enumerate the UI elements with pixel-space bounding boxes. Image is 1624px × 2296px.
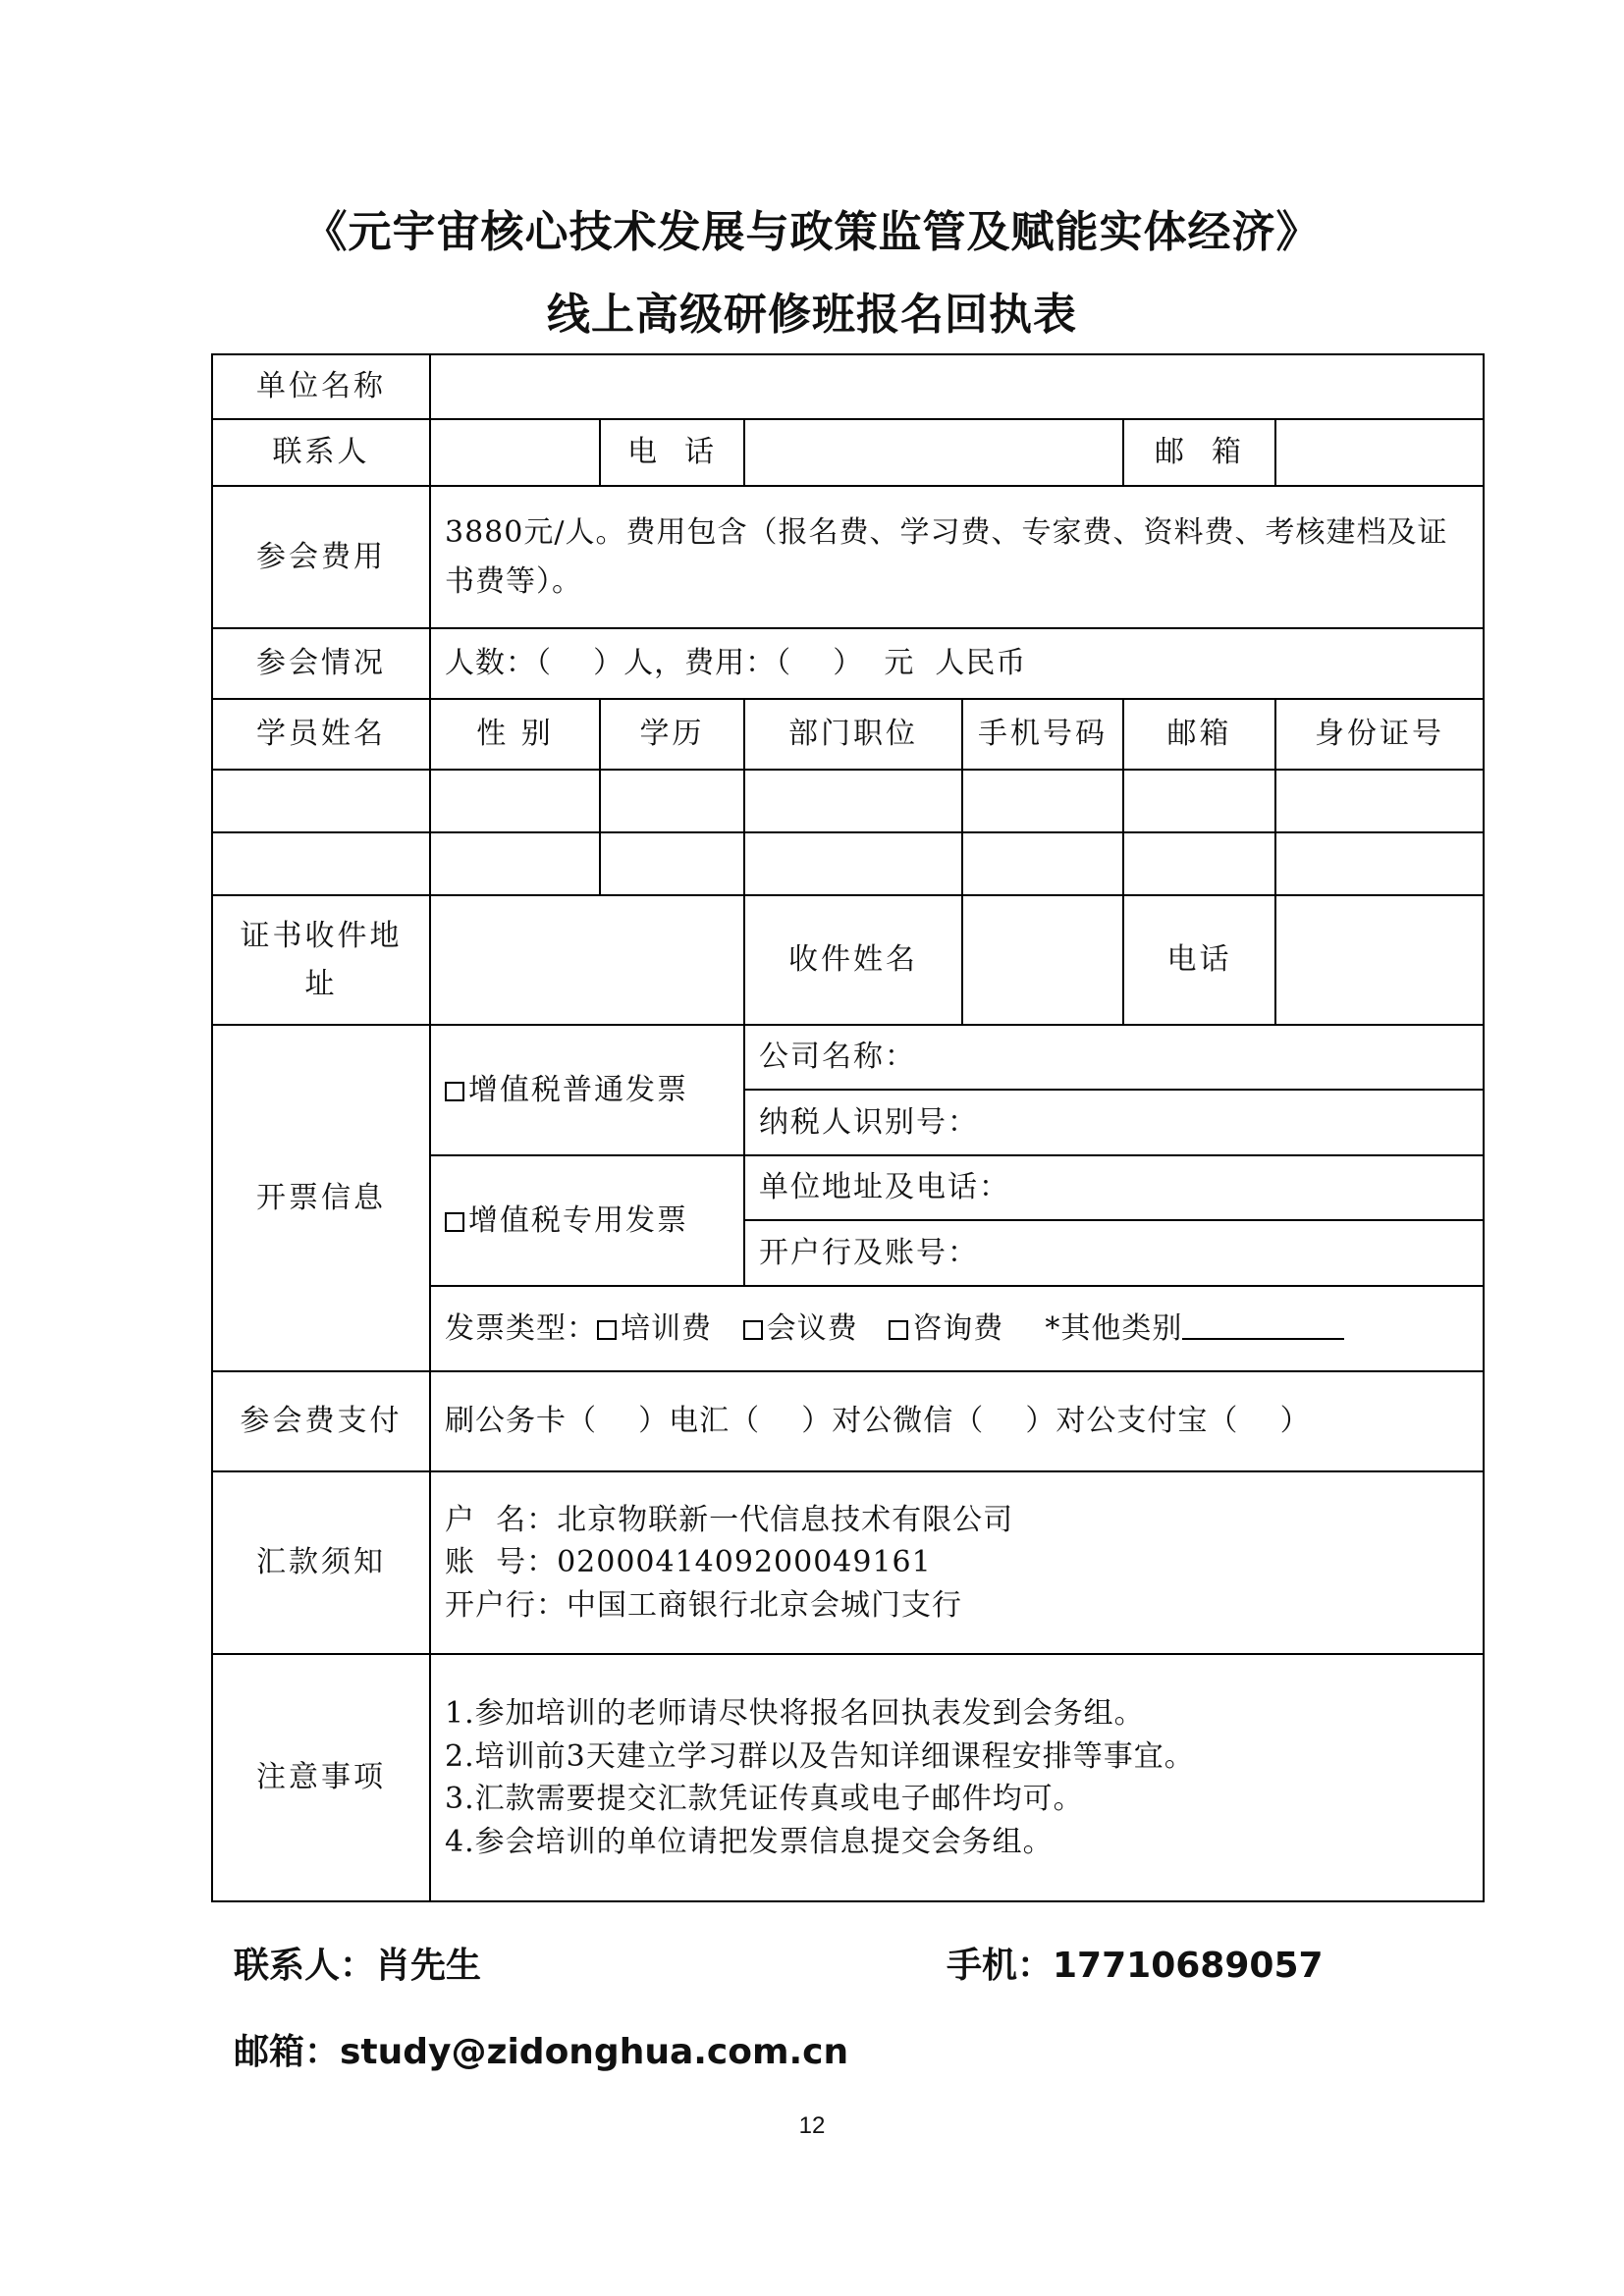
student-header: 部门职位 <box>744 699 962 770</box>
student-cell[interactable] <box>212 770 430 832</box>
student-row <box>212 770 1484 832</box>
footer-email[interactable]: 邮箱：study@zidonghua.com.cn <box>234 2032 849 2072</box>
tax-id-field[interactable]: 纳税人识别号： <box>759 1104 979 1140</box>
student-cell[interactable] <box>1275 770 1484 832</box>
student-cell[interactable] <box>962 832 1123 895</box>
phone-label: 电 话 <box>600 419 744 486</box>
student-cell[interactable] <box>744 770 962 832</box>
student-header: 手机号码 <box>962 699 1123 770</box>
fee-text: 3880元/人。费用包含（报名费、学习费、专家费、资料费、考核建档及证书费等）。 <box>430 486 1484 628</box>
document-title-line1: 《元宇宙核心技术发展与政策监管及赋能实体经济》 <box>303 207 1321 257</box>
payment-text[interactable]: 刷公务卡（ ）电汇（ ）对公微信（ ）对公支付宝（ ） <box>430 1371 1484 1471</box>
student-cell[interactable] <box>600 832 744 895</box>
student-header: 性 别 <box>430 699 600 770</box>
invoice-special-label: 增值税专用发票 <box>468 1202 688 1238</box>
contact-label: 联系人 <box>212 419 430 486</box>
invoice-type-other: *其他类别 <box>1045 1310 1183 1346</box>
remit-line: 账 号：0200041409200049161 <box>445 1545 932 1580</box>
payment-label: 参会费支付 <box>212 1371 430 1471</box>
student-header: 身份证号 <box>1275 699 1484 770</box>
student-row <box>212 832 1484 895</box>
checkbox-icon[interactable] <box>445 1212 464 1232</box>
footer-contact: 联系人：肖先生 <box>234 1946 482 1986</box>
recipient-phone-label: 电话 <box>1123 895 1275 1025</box>
invoice-type-training: 培训费 <box>621 1310 712 1346</box>
remit-info <box>430 1471 1484 1654</box>
recipient-name-field[interactable] <box>962 895 1123 1025</box>
remit-label: 汇款须知 <box>212 1471 430 1654</box>
student-header: 学员姓名 <box>212 699 430 770</box>
checkbox-icon[interactable] <box>445 1082 464 1101</box>
invoice-special-option[interactable] <box>430 1155 744 1286</box>
student-cell[interactable] <box>430 832 600 895</box>
phone-field[interactable] <box>744 419 1123 486</box>
fee-label: 参会费用 <box>212 486 430 628</box>
address-phone-field[interactable]: 单位地址及电话： <box>745 1156 1483 1220</box>
invoice-special-fields <box>744 1155 1484 1286</box>
notes-label: 注意事项 <box>212 1654 430 1901</box>
student-cell[interactable] <box>744 832 962 895</box>
attendance-text[interactable]: 人数：（ ）人，费用：（ ） 元 人民币 <box>430 628 1484 699</box>
cert-address-field[interactable] <box>430 895 744 1025</box>
email-label: 邮 箱 <box>1123 419 1275 486</box>
unit-name-field[interactable] <box>430 354 1484 419</box>
invoice-normal-fields <box>744 1025 1484 1155</box>
email-field[interactable] <box>1275 419 1484 486</box>
document-title-line2: 线上高级研修班报名回执表 <box>547 290 1077 340</box>
remit-line: 开户行：中国工商银行北京会城门支行 <box>445 1587 962 1623</box>
note-line: 3.汇款需要提交汇款凭证传真或电子邮件均可。 <box>445 1782 1084 1816</box>
student-cell[interactable] <box>1123 832 1275 895</box>
recipient-phone-field[interactable] <box>1275 895 1484 1025</box>
cert-address-label: 证书收件地址 <box>212 895 430 1025</box>
student-cell[interactable] <box>600 770 744 832</box>
invoice-type-meeting: 会议费 <box>766 1310 858 1346</box>
student-header: 学历 <box>600 699 744 770</box>
contact-field[interactable] <box>430 419 600 486</box>
checkbox-icon[interactable] <box>597 1320 617 1340</box>
checkbox-icon[interactable] <box>889 1320 908 1340</box>
student-cell[interactable] <box>962 770 1123 832</box>
note-line: 4.参会培训的单位请把发票信息提交会务组。 <box>445 1824 1054 1859</box>
unit-name-label: 单位名称 <box>212 354 430 419</box>
invoice-normal-option[interactable] <box>430 1025 744 1155</box>
bank-account-field[interactable]: 开户行及账号： <box>759 1235 979 1270</box>
student-cell[interactable] <box>430 770 600 832</box>
student-cell[interactable] <box>212 832 430 895</box>
registration-form-table <box>211 353 1485 1902</box>
invoice-type-prefix: 发票类型： <box>445 1310 597 1346</box>
student-cell[interactable] <box>1275 832 1484 895</box>
student-header-row <box>212 699 1484 770</box>
attendance-label: 参会情况 <box>212 628 430 699</box>
page-number: 12 <box>798 2112 826 2139</box>
company-name-field[interactable]: 公司名称： <box>745 1026 1483 1090</box>
note-line: 2.培训前3天建立学习群以及告知详细课程安排等事宜。 <box>445 1738 1195 1774</box>
note-line: 1.参加培训的老师请尽快将报名回执表发到会务组。 <box>445 1696 1145 1731</box>
footer-mobile: 手机：17710689057 <box>947 1946 1324 1986</box>
student-header: 邮箱 <box>1123 699 1275 770</box>
student-cell[interactable] <box>1123 770 1275 832</box>
invoice-type-consult: 咨询费 <box>912 1310 1004 1346</box>
recipient-name-label: 收件姓名 <box>744 895 962 1025</box>
invoice-info-label: 开票信息 <box>212 1025 430 1371</box>
invoice-type-row <box>430 1286 1484 1371</box>
remit-line: 户 名：北京物联新一代信息技术有限公司 <box>445 1502 1014 1537</box>
checkbox-icon[interactable] <box>743 1320 763 1340</box>
notes-list <box>430 1654 1484 1901</box>
other-category-blank[interactable] <box>1182 1310 1344 1340</box>
invoice-normal-label: 增值税普通发票 <box>468 1072 688 1107</box>
